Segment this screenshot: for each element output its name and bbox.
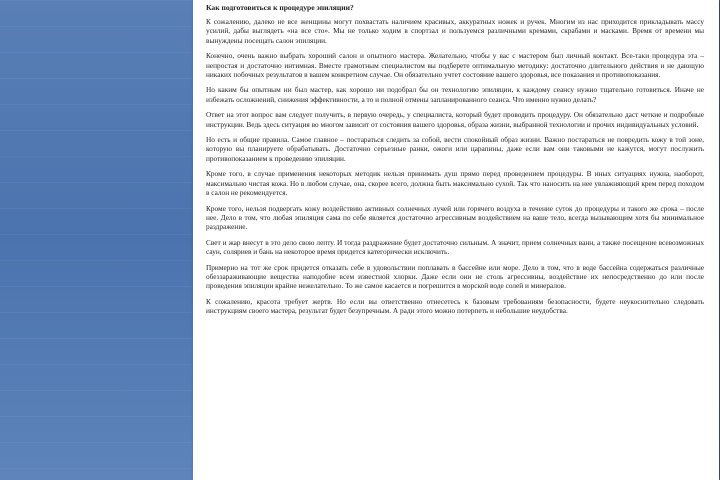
document-title: Как подготовиться к процедуре эпиляции?: [206, 3, 354, 12]
paragraph-1: К сожалению, далеко не все женщины могут похвастать наличием красивых, аккуратных ножек и ручек. Многим из нас приходится прикладывать массу усилий, дабы выглядеть «на все сто». Мы не только ходим в спортзал и пользуемся различными кремами, скрабами и масками. Время от времени мы вынуждены посещать салон эпиляции.: [206, 17, 704, 45]
paragraph-5: Но есть и общие правила. Самое главное – постараться следить за собой, вести спокойный образ жизни. Важно постараться не повредить кожу в той зоне, которую вы планируете обрабатывать. Достаточно серьезные ранки, ожоги или царапины, даже если вам они таковыми не кажутся, могут послужить противопоказанием к проведению эпиляции.: [206, 135, 704, 163]
paragraph-6: Кроме того, в случае применения некоторых методик нельзя принимать душ прямо перед проведением процедуры. В иных ситуациях нужна, наоборот, максимально чистая кожа. Но в любом случае, она, скорее всего, должна быть максимально сухой. Так что наносить на нее увлажняющий крем перед походом в салон не рекомендуется.: [206, 169, 704, 198]
paragraph-3: Но каким бы опытным ни был мастер, как хорошо ни подобрал бы он технологию эпиляции, к каждому сеансу нужно тщательно готовиться. Иначе не избежать осложнений, снижения эффективности, а то и полной отмены запланированного сеанса. Что именно нужно делать?: [206, 85, 704, 104]
paragraph-2: Конечно, очень важно выбрать хороший салон и опытного мастера. Желательно, чтобы у вас с мастером был личный контакт. Все-таки процедура эта – непростая и достаточно интимная. Вместе грамотным специалистом вы подберете оптимальную методику: достаточно длительного действия и не дающую никаких побочных результатов в вашем конкретном случае. Он обязательно учтет состояние вашего здоровья, все показания и противопоказания.: [206, 51, 704, 80]
document-content[interactable]: [206, 3, 704, 322]
paragraph-7: Кроме того, нельзя подвергать кожу воздействию активных солнечных лучей или горячего воздуха в течение суток до процедуры и такого же срока – после нее. Дело в том, что любая эпиляция сама по себе является достаточно агрессивным воздействием на ваше тело, всегда вызывающим хотя бы минимальное раздражение.: [206, 203, 704, 232]
paragraph-4: Ответ на этот вопрос вам следует получить, в первую очередь, у специалиста, который будет проводить процедуру. Он обязательно даст четкие и подробные инструкции. Ведь здесь ситуация во многом зависит от состояния вашего здоровья, образа жизни, выбранной технологии и прочих индивидуальных условий.: [206, 110, 704, 129]
document-page[interactable]: [193, 0, 719, 480]
paragraph-8: Свет и жар внесут в это дело свою лепту. И тогда раздражение будет достаточно сильным. А значит, прием солнечных ванн, а также посещение всевозможных саун, соляриев и бань на некоторое время придется категорически исключить.: [206, 237, 704, 257]
paragraph-10: К сожалению, красота требует жертв. Но если вы ответственно отнесетесь к базовым требованиям безопасности, будете неукоснительно следовать инструкциям своего мастера, результат будет безупречным. А ради этого можно потерпеть и небольшие неудобства.: [206, 296, 704, 316]
paragraph-9: Примерно на тот же срок придется отказать себе в удовольствии поплавать в бассейне или море. Дело в том, что в воде бассейна содержаться различные обеззараживающие вещества наподобие всем известной хлорки. Даже если они не столь агрессивны, воздействие их непосредственно до или после проведения эпиляции крайне нежелательно. То же самое касается и погрешится в морской воде солей и минералов.: [206, 262, 704, 291]
